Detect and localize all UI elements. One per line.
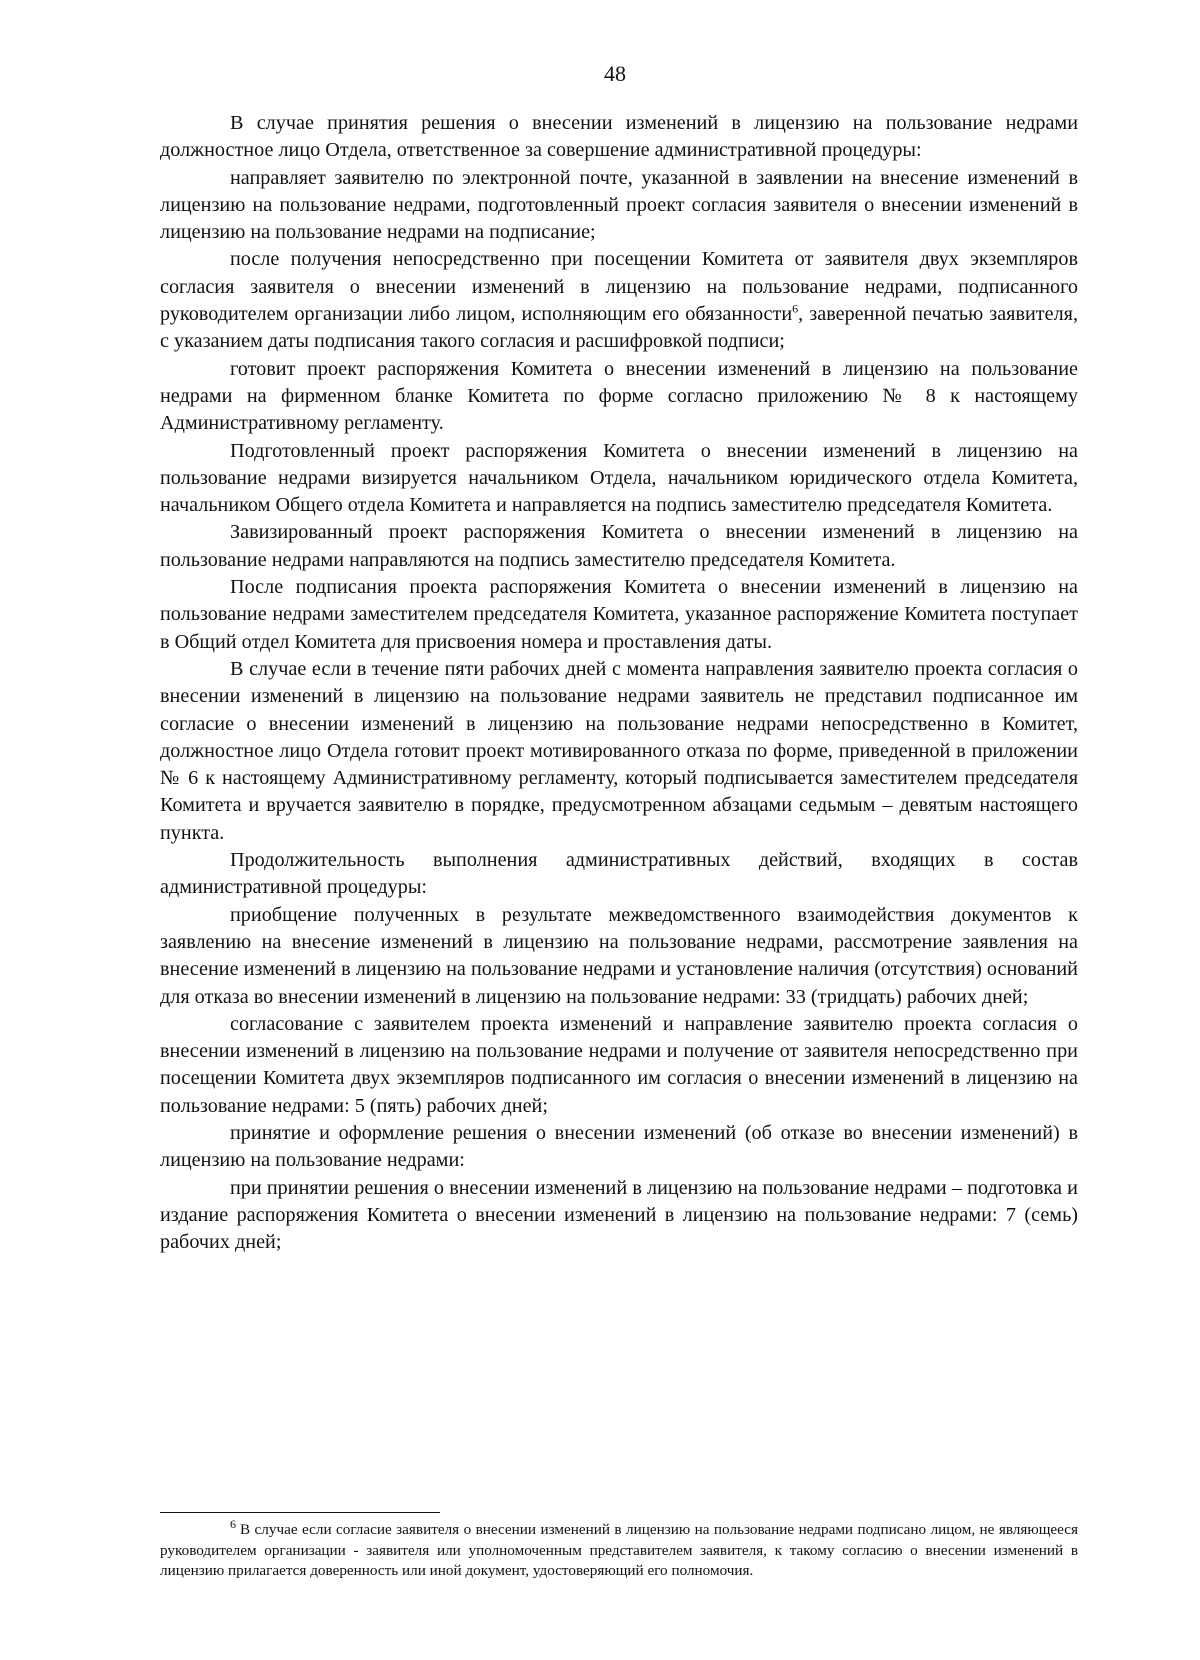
paragraph-7: После подписания проекта распоряжения Комитета о внесении изменений в лицензию на пользование недрами заместителем председателя Комитета, указанное распоряжение Комитета поступает в Общий отдел Комитета для присвоения номера и проставления даты. — [160, 576, 1078, 653]
paragraph-12: принятие и оформление решения о внесении изменений (об отказе во внесении изменений) в лицензию на пользование недрами: — [160, 1121, 1078, 1172]
footnote-divider — [160, 1512, 440, 1513]
page-number: 48 — [604, 61, 626, 86]
footnote-reference: 6 — [792, 301, 799, 316]
paragraph-3 — [160, 246, 1078, 355]
paragraph-3-text-after: , заверенной печатью заявителя, с указанием даты подписания такого согласия и расшифровкой подписи; — [160, 303, 1078, 353]
paragraph-6: Завизированный проект распоряжения Комитета о внесении изменений в лицензию на пользование недрами направляются на подпись заместителю председателя Комитета. — [160, 521, 1078, 571]
paragraph-2: направляет заявителю по электронной почте, указанной в заявлении на внесение изменений в лицензию на пользование недрами, подготовленный проект согласия заявителя о внесении изменений в лицензию на пользование недрами на подписание; — [160, 166, 1078, 244]
paragraph-11: согласование с заявителем проекта изменений и направление заявителю проекта согласия о внесении изменений в лицензию на пользование недрами и получение от заявителя непосредственно при посещении Комитета двух экземпляров подписанного им согласия о внесении изменений в лицензию на пользование недрами: 5 (пять) рабочих дней; — [160, 1012, 1078, 1117]
paragraph-5: Подготовленный проект распоряжения Комитета о внесении изменений в лицензию на пользование недрами визируется начальником Отдела, начальником юридического отдела Комитета, начальником Общего отдела Комитета и направляется на подпись заместителю председателя Комитета. — [160, 439, 1078, 517]
paragraph-1: В случае принятия решения о внесении изменений в лицензию на пользование недрами должностное лицо Отдела, ответственное за совершение административной процедуры: — [160, 112, 1078, 162]
footnote-text: В случае если согласие заявителя о внесении изменений в лицензию на пользование недрами подписано лицом, не являющееся руководителем организации - заявителя или уполномоченным представителем заявителя, к такому согласию о внесении изменений в лицензию прилагается доверенность или иной документ, удостоверяющий его полномочия. — [160, 1521, 1078, 1579]
paragraph-3-text-before: после получения непосредственно при посещении Комитета от заявителя двух экземпляров согласия заявителя о внесении изменений в лицензию на пользование недрами, подписанного руководителем организации либо лицом, исполняющим его обязанности — [160, 248, 1078, 326]
paragraph-13: при принятии решения о внесении изменений в лицензию на пользование недрами – подготовка и издание распоряжения Комитета о внесении изменений в лицензию на пользование недрами: 7 (семь) рабочих дней; — [160, 1176, 1078, 1254]
paragraph-8: В случае если в течение пяти рабочих дней с момента направления заявителю проекта согласия о внесении изменений в лицензию на пользование недрами заявитель не представил подписанное им согласие о внесении изменений в лицензию на пользование недрами непосредственно в Комитет, должностное лицо Отдела готовит проект мотивированного отказа по форме, приведенной в приложении № 6 к настоящему Административному регламенту, который подписывается заместителем председателя Комитета и вручается заявителю в порядке, предусмотренном абзацами седьмым – девятым настоящего пункта. — [160, 657, 1078, 844]
footnote — [160, 1516, 1078, 1582]
footnote-marker: 6 — [230, 1516, 236, 1531]
body-text — [160, 110, 1078, 1256]
paragraph-4: готовит проект распоряжения Комитета о внесении изменений в лицензию на пользование недрами на фирменном бланке Комитета по форме согласно приложению № 8 к настоящему Административному регламенту. — [160, 357, 1078, 435]
paragraph-10: приобщение полученных в результате межведомственного взаимодействия документов к заявлению на внесение изменений в лицензию на пользование недрами, рассмотрение заявления на внесение изменений в лицензию на пользование недрами и установление наличия (отсутствия) оснований для отказа во внесении изменений в лицензию на пользование недрами: 33 (тридцать) рабочих дней; — [160, 903, 1078, 1008]
paragraph-9: Продолжительность выполнения административных действий, входящих в состав административной процедуры: — [160, 849, 1078, 899]
